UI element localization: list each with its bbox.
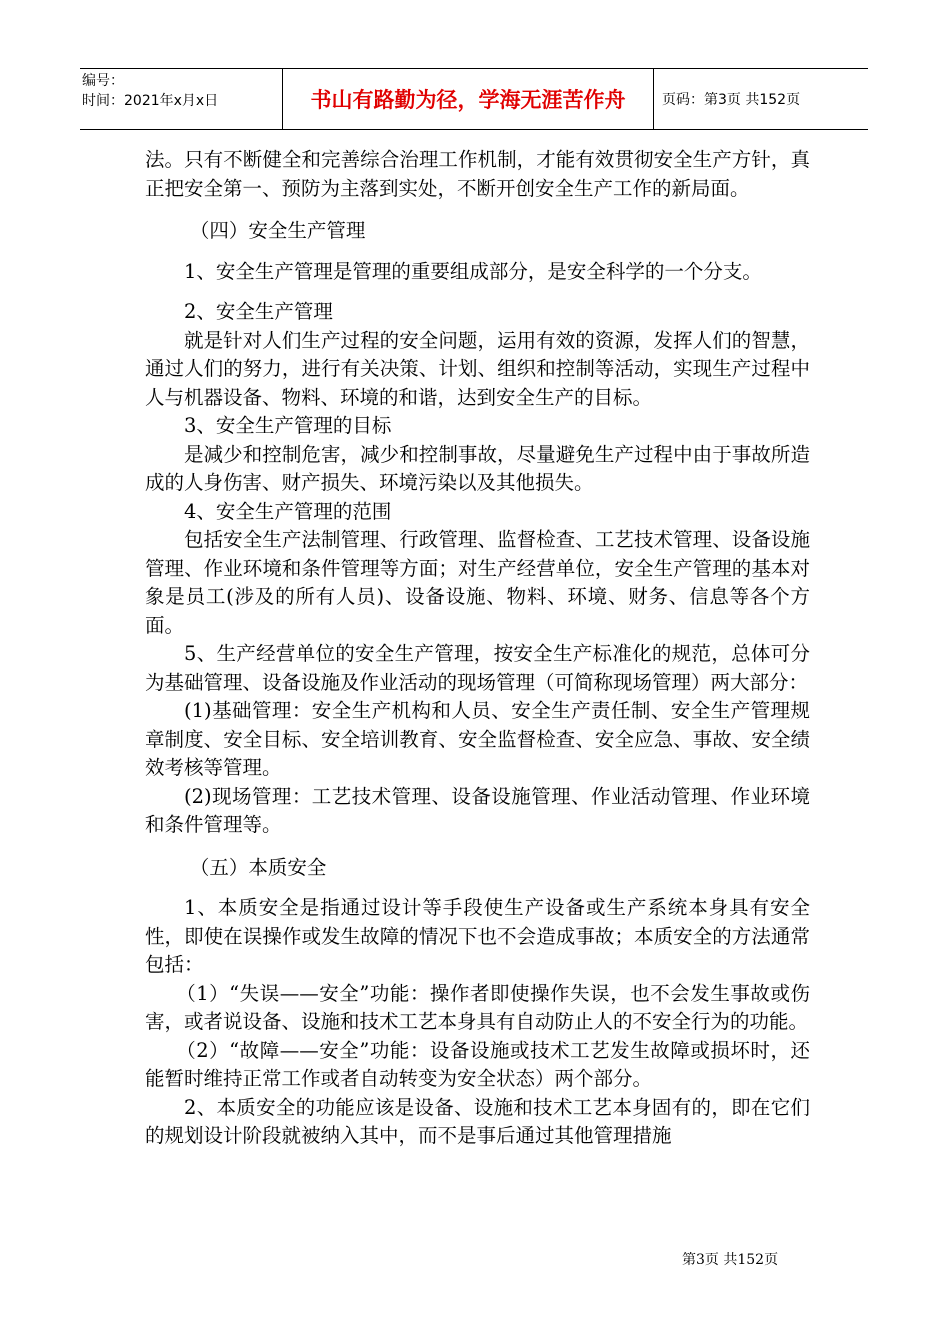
paragraph: (2)现场管理：工艺技术管理、设备设施管理、作业活动管理、作业环境和条件管理等。 <box>145 784 810 836</box>
paragraph: 1、安全生产管理是管理的重要组成部分，是安全科学的一个分支。 <box>184 259 762 283</box>
header-number-label: 编号： <box>82 73 124 89</box>
paragraph: （1）“失误——安全”功能：操作者即使操作失误，也不会发生事故或伤害，或者说设备、设施和技术工艺本身具有自动防止人的不安全行为的功能。 <box>145 981 810 1033</box>
paragraph: 4、安全生产管理的范围 <box>184 499 392 523</box>
document-body <box>145 146 810 1151</box>
paragraph: 法。只有不断健全和完善综合治理工作机制，才能有效贯彻安全生产方针，真正把安全第一、预防为主落到实处，不断开创安全生产工作的新局面。 <box>145 148 810 200</box>
page-header <box>80 68 868 130</box>
header-meta <box>80 69 282 129</box>
page-footer: 第3页 共152页 <box>682 1252 779 1268</box>
paragraph: 2、安全生产管理 <box>184 300 333 323</box>
paragraph: (1)基础管理：安全生产机构和人员、安全生产责任制、安全生产管理规章制度、安全目标、安全培训教育、安全监督检查、安全应急、事故、安全绩效考核等管理。 <box>145 699 810 779</box>
section-heading-5: （五）本质安全 <box>189 855 327 879</box>
paragraph: 5、生产经营单位的安全生产管理，按安全生产标准化的规范，总体可分为基础管理、设备设施及作业活动的现场管理（可简称现场管理）两大部分： <box>145 642 810 694</box>
paragraph: 1、本质安全是指通过设计等手段使生产设备或生产系统本身具有安全性，即使在误操作或发生故障的情况下也不会造成事故；本质安全的方法通常包括： <box>145 896 810 976</box>
paragraph: 2、本质安全的功能应该是设备、设施和技术工艺本身固有的，即在它们的规划设计阶段就被纳入其中，而不是事后通过其他管理措施 <box>145 1095 810 1147</box>
section-heading-4: （四）安全生产管理 <box>189 219 366 242</box>
header-time-label: 时间：2021年x月x日 <box>82 93 219 109</box>
paragraph: 3、安全生产管理的目标 <box>184 414 392 437</box>
paragraph: 是减少和控制危害，减少和控制事故，尽量避免生产过程中由于事故所造成的人身伤害、财产损失、环境污染以及其他损失。 <box>145 442 810 494</box>
paragraph: 就是针对人们生产过程的安全问题，运用有效的资源，发挥人们的智慧，通过人们的努力，进行有关决策、计划、组织和控制等活动，实现生产过程中人与机器设备、物料、环境的和谐，达到安全生产的目标。 <box>145 328 810 409</box>
header-motto: 书山有路勤为径，学海无涯苦作舟 <box>282 69 654 129</box>
paragraph: 包括安全生产法制管理、行政管理、监督检查、工艺技术管理、设备设施管理、作业环境和条件管理等方面；对生产经营单位，安全生产管理的基本对象是员工(涉及的所有人员)、设备设施、物料、环境、财务、信息等各个方面。 <box>145 528 810 637</box>
paragraph: （2）“故障——安全”功能：设备设施或技术工艺发生故障或损坏时，还能暂时维持正常工作或者自动转变为安全状态）两个部分。 <box>145 1038 810 1090</box>
header-page-label: 页码：第3页 共152页 <box>662 92 801 108</box>
